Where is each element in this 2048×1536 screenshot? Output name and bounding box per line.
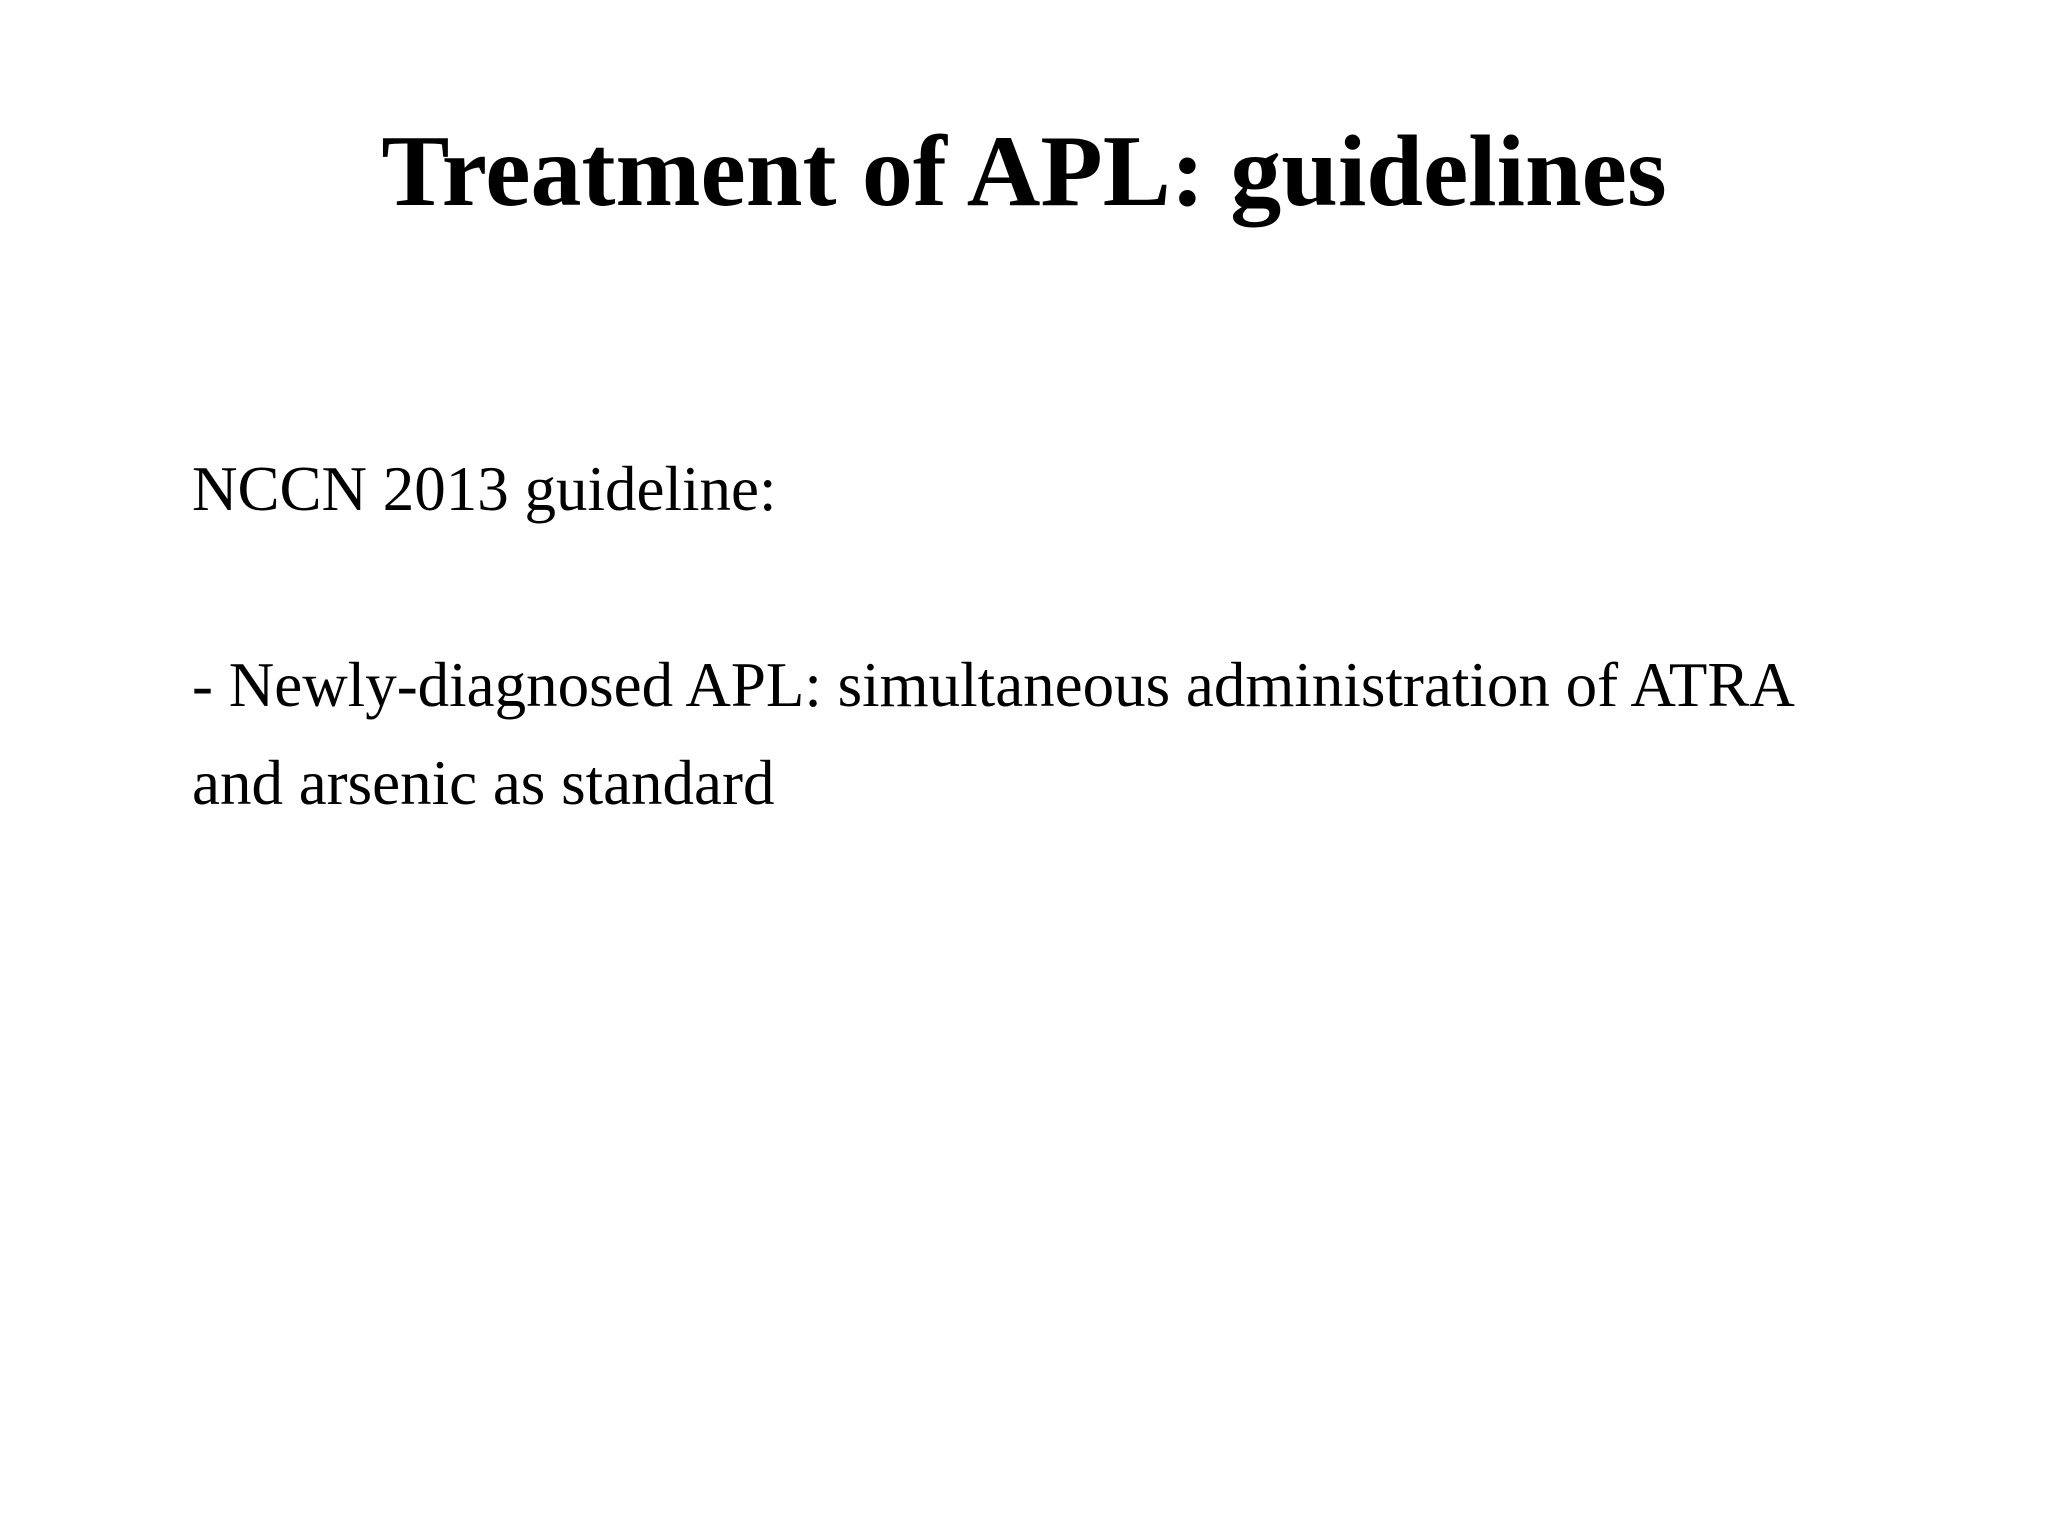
paragraph-spacer bbox=[192, 538, 1972, 636]
bullet-line-1: - Newly-diagnosed APL: simultaneous administration of ATRA bbox=[192, 650, 1795, 720]
slide-body bbox=[192, 440, 1972, 832]
slide-title: Treatment of APL: guidelines bbox=[381, 115, 1667, 228]
guideline-heading: NCCN 2013 guideline: bbox=[192, 454, 777, 524]
bullet-line-2: and arsenic as standard bbox=[192, 748, 775, 818]
